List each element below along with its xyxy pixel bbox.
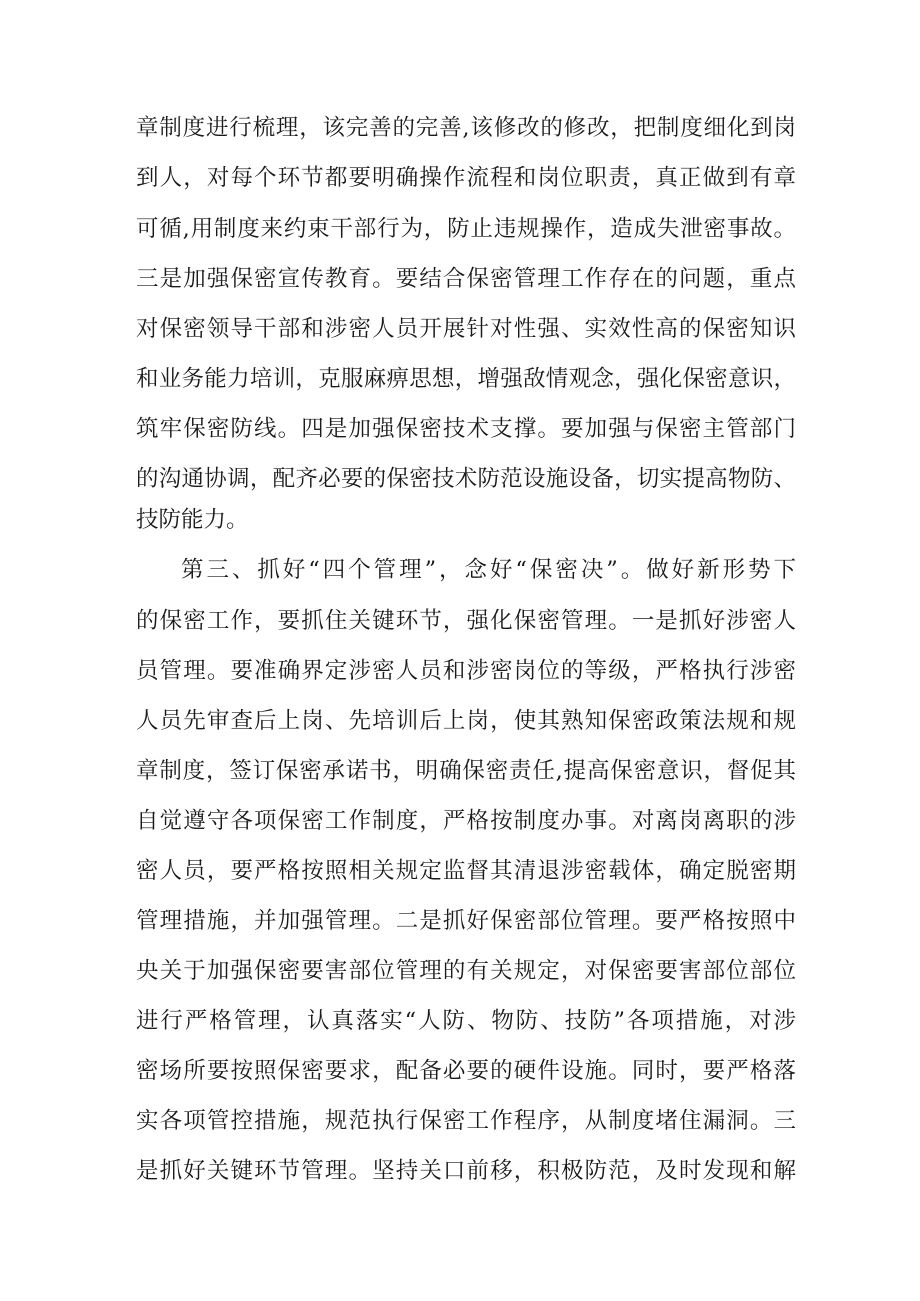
paragraph-first-line: 第三、抓好“四个管理”，念好“保密决”。做好新形势下 (181, 557, 796, 583)
text-line: 实各项管控措施，规范执行保密工作程序，从制度堵住漏洞。三 (136, 1108, 796, 1134)
text-line: 章制度进行梳理，该完善的完善,该修改的修改，把制度细化到岗 (136, 115, 796, 141)
text-line: 密人员，要严格按照相关规定监督其清退涉密载体，确定脱密期 (136, 858, 796, 884)
text-line: 筑牢保密防线。四是加强保密技术支撑。要加强与保密主管部门 (136, 416, 796, 442)
text-line: 的沟通协调，配齐必要的保密技术防范设施设备，切实提高物防、 (136, 466, 796, 492)
text-line: 和业务能力培训，克服麻痹思想，增强敌情观念，强化保密意识， (136, 366, 796, 392)
text-line: 三是加强保密宣传教育。要结合保密管理工作存在的问题，重点 (136, 266, 796, 292)
text-line: 自觉遵守各项保密工作制度，严格按制度办事。对离岗离职的涉 (136, 808, 796, 834)
text-line: 央关于加强保密要害部位管理的有关规定，对保密要害部位部位 (136, 958, 796, 984)
text-line: 到人，对每个环节都要明确操作流程和岗位职责，真正做到有章 (136, 165, 796, 191)
text-line: 技防能力。 (136, 507, 249, 533)
text-line: 是抓好关键环节管理。坚持关口前移，积极防范，及时发现和解 (136, 1158, 796, 1184)
text-line: 章制度，签订保密承诺书，明确保密责任,提高保密意识，督促其 (136, 758, 796, 784)
text-line: 管理措施，并加强管理。二是抓好保密部位管理。要严格按照中 (136, 908, 796, 934)
text-line: 对保密领导干部和涉密人员开展针对性强、实效性高的保密知识 (136, 316, 796, 342)
text-line: 人员先审查后上岗、先培训后上岗，使其熟知保密政策法规和规 (136, 708, 796, 734)
text-line: 员管理。要准确界定涉密人员和涉密岗位的等级，严格执行涉密 (136, 658, 796, 684)
text-line: 可循,用制度来约束干部行为，防止违规操作，造成失泄密事故。 (136, 216, 796, 242)
text-line: 的保密工作，要抓住关键环节，强化保密管理。一是抓好涉密人 (136, 608, 796, 634)
text-line: 密场所要按照保密要求，配备必要的硬件设施。同时，要严格落 (136, 1058, 796, 1084)
text-line: 进行严格管理，认真落实“人防、物防、技防”各项措施，对涉 (136, 1008, 796, 1034)
